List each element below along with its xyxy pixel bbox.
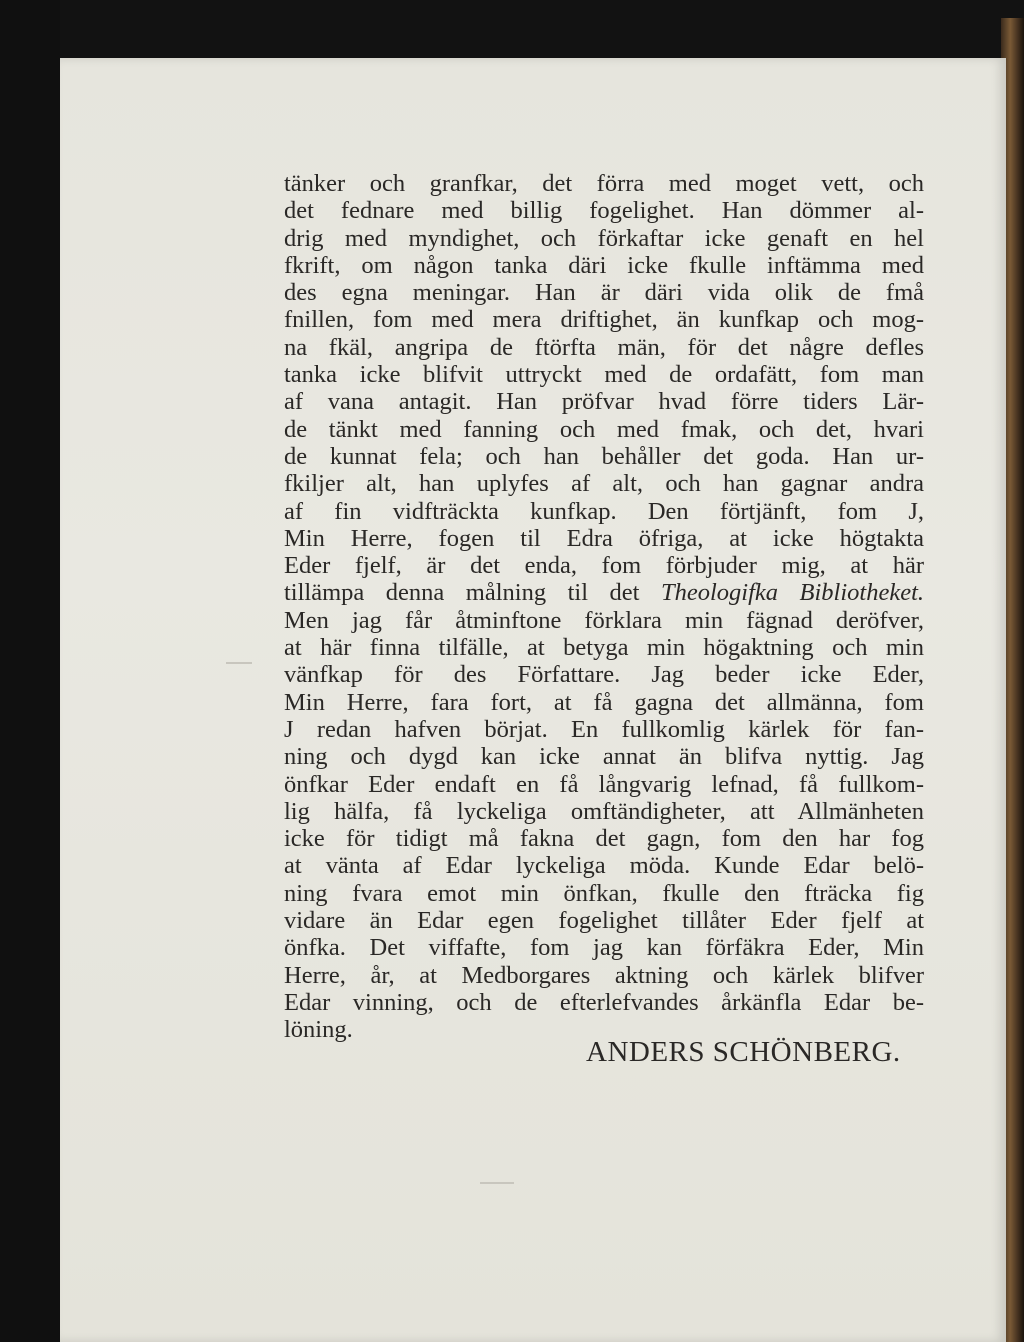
- text-line: Edar vinning, och de efterlefvandes årkänfla Edar be-: [284, 988, 924, 1016]
- text-line-italic: [284, 579, 924, 606]
- scan-border-top: [0, 0, 1024, 58]
- text-line: de kunnat fela; och han behåller det goda. Han ur-: [284, 442, 924, 470]
- text-line: Men jag får åtminftone förklara min fägnad deröfver,: [284, 606, 924, 634]
- text-line: önfka. Det viffafte, fom jag kan förfäkra Eder, Min: [284, 934, 924, 962]
- text-line: at här finna tilfälle, at betyga min högaktning och min: [284, 634, 924, 662]
- text-line: vänfkap för des Författare. Jag beder icke Eder,: [284, 661, 924, 689]
- line-prefix: tillämpa denna målning til det: [284, 579, 661, 607]
- text-line: icke för tidigt må fakna det gagn, fom den har fog: [284, 825, 924, 853]
- text-line: fkrift, om någon tanka däri icke fkulle inftämma med: [284, 251, 924, 279]
- text-line: önfkar Eder endaft en få långvarig lefnad, få fullkom-: [284, 770, 924, 798]
- book-title-italic: Theologifka Bibliotheket.: [660, 579, 924, 607]
- text-line: drig med myndighet, och förkaftar icke genaft en hel: [284, 224, 924, 252]
- body-text: [284, 170, 924, 1044]
- text-line: vidare än Edar egen fogelighet tillåter Eder fjelf at: [284, 907, 924, 935]
- text-line: Eder fjelf, är det enda, fom förbjuder mig, at här: [284, 552, 924, 580]
- text-line: na fkäl, angripa de ftörfta män, för det någre defles: [284, 333, 924, 361]
- author-signature: ANDERS SCHÖNBERG.: [586, 1036, 901, 1068]
- text-line: ning och dygd kan icke annat än blifva nyttig. Jag: [284, 743, 924, 771]
- scan-border-left: [0, 0, 60, 1342]
- text-line: Herre, år, at Medborgares aktning och kärlek blifver: [284, 961, 924, 989]
- text-line: af fin vidfträckta kunfkap. Den förtjänft, fom J,: [284, 497, 924, 525]
- text-line: de tänkt med fanning och med fmak, och det, hvari: [284, 415, 924, 443]
- text-line: tanka icke blifvit uttryckt med de ordafätt, fom man: [284, 361, 924, 389]
- text-line: J redan hafven börjat. En fullkomlig kärlek för fan-: [284, 715, 924, 743]
- text-line: Min Herre, fogen til Edra öfriga, at icke högtakta: [284, 524, 924, 552]
- page-dash-mark: [226, 662, 252, 664]
- text-line: fnillen, fom med mera driftighet, än kunfkap och mog-: [284, 306, 924, 334]
- text-line: Min Herre, fara fort, at få gagna det allmänna, fom: [284, 688, 924, 716]
- text-line: det fednare med billig fogelighet. Han dömmer al-: [284, 197, 924, 225]
- text-line: des egna meningar. Han är däri vida olik de fmå: [284, 279, 924, 307]
- text-line: at vänta af Edar lyckeliga möda. Kunde Edar belö-: [284, 852, 924, 880]
- text-line: tänker och granfkar, det förra med moget vett, och: [284, 170, 924, 197]
- text-line: ning fvara emot min önfkan, fkulle den fträcka fig: [284, 879, 924, 907]
- text-line: af vana antagit. Han pröfvar hvad förre tiders Lär-: [284, 388, 924, 416]
- text-line-last: löning.: [284, 1016, 353, 1044]
- text-line: fkiljer alt, han uplyfes af alt, och han gagnar andra: [284, 470, 924, 498]
- text-line: lig hälfa, få lyckeliga omftändigheter, att Allmänheten: [284, 797, 924, 825]
- page-dash-mark: [480, 1182, 514, 1184]
